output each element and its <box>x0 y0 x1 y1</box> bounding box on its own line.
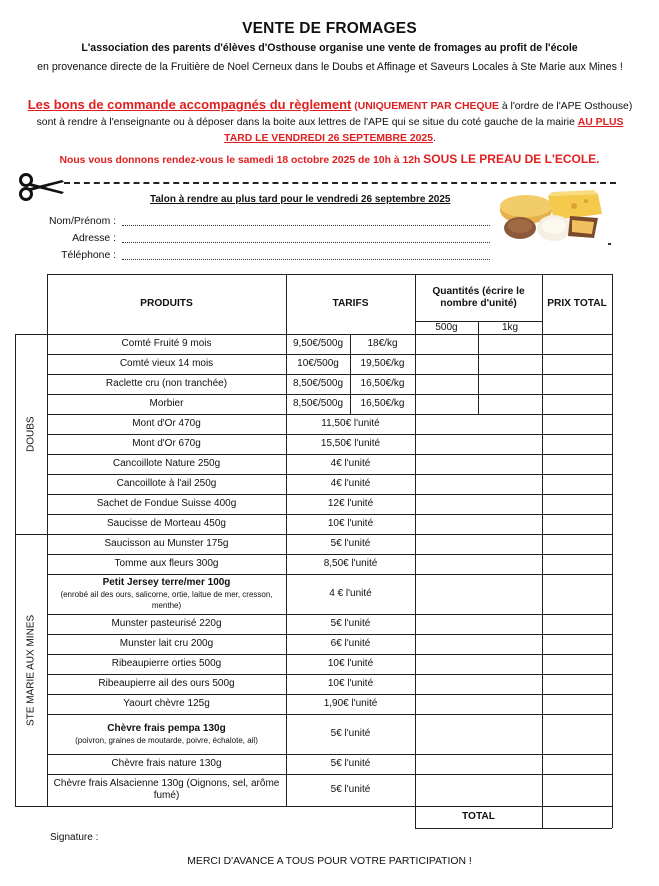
grid-line <box>415 806 416 828</box>
total-price-input[interactable] <box>542 534 612 554</box>
region-doubs <box>15 334 47 534</box>
price-unit-value: 5€ l'unité <box>330 538 371 549</box>
product-name: Saucisson au Munster 175g <box>104 538 229 549</box>
total-price-input[interactable] <box>542 674 612 694</box>
table-row-product <box>47 774 286 806</box>
total-price-input[interactable] <box>542 474 612 494</box>
table-row-product <box>47 574 286 614</box>
table-row-product <box>47 494 286 514</box>
address-label: Adresse : <box>72 233 116 244</box>
total-price-input[interactable] <box>542 634 612 654</box>
quantity-1kg-input[interactable] <box>478 614 542 634</box>
price-500g <box>286 354 350 374</box>
header-tarifs-label: TARIFS <box>332 298 369 309</box>
price-unit <box>286 474 415 494</box>
price-unit <box>286 434 415 454</box>
bons-heading: Les bons de commande accompagnés du règlement <box>27 97 352 112</box>
product-name: Chèvre frais Alsacienne 130g (Oignons, sel, arôme fumé) <box>53 778 280 801</box>
price-kg <box>350 354 415 374</box>
quantity-500g-input[interactable] <box>415 694 478 714</box>
table-row-product <box>47 354 286 374</box>
total-price-input[interactable] <box>542 714 612 754</box>
total-price-input[interactable] <box>542 334 612 354</box>
grid-line <box>47 274 48 806</box>
price-500g-value: 9,50€/500g <box>292 338 344 349</box>
price-unit-value: 10€ l'unité <box>327 678 374 689</box>
price-unit <box>286 574 415 614</box>
quantity-500g-input[interactable] <box>415 774 478 806</box>
quantity-500g-input[interactable] <box>415 374 478 394</box>
product-name: Chèvre frais pempa 130g <box>107 722 226 734</box>
deadline: AU PLUS TARD LE VENDREDI 26 SEPTEMBRE 2025 <box>224 117 624 144</box>
quantity-1kg-input[interactable] <box>478 674 542 694</box>
quantity-1kg-input[interactable] <box>478 554 542 574</box>
price-unit-value: 6€ l'unité <box>330 638 371 649</box>
quantity-1kg-input[interactable] <box>478 354 542 374</box>
grid-line <box>478 374 479 394</box>
price-unit <box>286 494 415 514</box>
quantity-1kg-input[interactable] <box>478 514 542 534</box>
quantity-1kg-input[interactable] <box>478 654 542 674</box>
price-unit-value: 8,50€ l'unité <box>323 558 378 569</box>
grid-line <box>47 274 612 275</box>
total-price-input[interactable] <box>542 754 612 774</box>
price-unit-value: 5€ l'unité <box>330 784 371 795</box>
quantity-1kg-input[interactable] <box>478 374 542 394</box>
quantity-500g-input[interactable] <box>415 494 478 514</box>
grid-line <box>478 321 479 334</box>
grid-line <box>350 374 351 394</box>
product-name: Munster pasteurisé 220g <box>111 618 222 629</box>
price-unit-value: 5€ l'unité <box>330 758 371 769</box>
quantity-1kg-input[interactable] <box>478 414 542 434</box>
price-500g-value: 8,50€/500g <box>292 398 344 409</box>
name-label: Nom/Prénom : <box>49 216 116 227</box>
product-name: Raclette cru (non tranchée) <box>105 378 228 389</box>
header-produits <box>47 274 286 334</box>
quantity-500g-input[interactable] <box>415 394 478 414</box>
quantity-500g-input[interactable] <box>415 354 478 374</box>
price-kg <box>350 334 415 354</box>
price-500g <box>286 334 350 354</box>
total-price-input[interactable] <box>542 514 612 534</box>
product-name: Petit Jersey terre/mer 100g <box>102 577 231 588</box>
quantity-500g-input[interactable] <box>415 674 478 694</box>
header-prix-total-label: PRIX TOTAL <box>547 298 607 309</box>
price-kg-value: 16,50€/kg <box>360 398 405 409</box>
rendezvous <box>0 152 659 166</box>
grid-line <box>612 274 613 828</box>
quantity-1kg-input[interactable] <box>478 434 542 454</box>
quantity-500g-input[interactable] <box>415 474 478 494</box>
quantity-500g-input[interactable] <box>415 334 478 354</box>
quantity-1kg-input[interactable] <box>478 634 542 654</box>
price-unit <box>286 774 415 806</box>
quantity-500g-input[interactable] <box>415 414 478 434</box>
grid-line <box>478 394 479 414</box>
price-kg-value: 18€/kg <box>367 338 398 349</box>
quantity-500g-input[interactable] <box>415 454 478 474</box>
header-quantites-label: Quantités (écrire le nombre d'unité) <box>432 285 525 309</box>
price-unit <box>286 714 415 754</box>
table-row-product <box>47 434 286 454</box>
price-500g <box>286 394 350 414</box>
quantity-1kg-input[interactable] <box>478 474 542 494</box>
product-name: Ribeaupierre ail des ours 500g <box>98 678 235 689</box>
address-line[interactable] <box>122 242 490 243</box>
table-row-product <box>47 674 286 694</box>
page-title: VENTE DE FROMAGES <box>242 20 417 37</box>
grid-line <box>15 806 47 807</box>
product-name: Sachet de Fondue Suisse 400g <box>96 498 237 509</box>
product-name: Ribeaupierre orties 500g <box>111 658 222 669</box>
price-unit-value: 10€ l'unité <box>327 658 374 669</box>
product-name: Morbier <box>149 398 184 409</box>
price-unit <box>286 414 415 434</box>
quantity-500g-input[interactable] <box>415 534 478 554</box>
product-name: Chèvre frais nature 130g <box>111 758 222 769</box>
product-name: Cancoillote à l'ail 250g <box>116 478 217 489</box>
quantity-1kg-input[interactable] <box>478 334 542 354</box>
grid-line <box>350 354 351 374</box>
grid-line <box>286 274 287 806</box>
quantity-500g-input[interactable] <box>415 614 478 634</box>
price-unit-value: 5€ l'unité <box>330 618 371 629</box>
table-row-product <box>47 514 286 534</box>
cut-line <box>64 182 616 184</box>
quantity-1kg-input[interactable] <box>478 574 542 614</box>
product-name: Yaourt chèvre 125g <box>123 698 210 709</box>
table-row-product <box>47 554 286 574</box>
table-row-product <box>47 614 286 634</box>
price-unit-value: 1,90€ l'unité <box>323 698 378 709</box>
table-row-product <box>47 474 286 494</box>
header-1kg <box>478 321 542 334</box>
region-doubs-label: DOUBS <box>25 416 37 452</box>
table-row-product <box>47 534 286 554</box>
intro-line-1: L'association des parents d'élèves d'Osthouse organise une vente de fromages au profit de l'école <box>81 42 578 54</box>
quantity-1kg-input[interactable] <box>478 494 542 514</box>
quantity-1kg-input[interactable] <box>478 394 542 414</box>
total-price-input[interactable] <box>542 554 612 574</box>
header-produits-label: PRODUITS <box>140 298 193 309</box>
region-ste-marie <box>15 534 47 806</box>
table-row-product <box>47 414 286 434</box>
price-unit <box>286 674 415 694</box>
price-500g <box>286 374 350 394</box>
quantity-1kg-input[interactable] <box>478 534 542 554</box>
price-unit-value: 4€ l'unité <box>330 478 371 489</box>
total-price-input[interactable] <box>542 374 612 394</box>
rendezvous-text: Nous vous donnons rendez-vous le samedi 18 octobre 2025 de 10h à 12h <box>59 155 421 166</box>
product-name: Saucisse de Morteau 450g <box>107 518 226 529</box>
total-price-input[interactable] <box>542 394 612 414</box>
phone-line[interactable] <box>122 259 490 260</box>
header-500g <box>415 321 478 334</box>
header-tarifs <box>286 274 415 334</box>
header-prix-total <box>542 274 612 334</box>
quantity-500g-input[interactable] <box>415 574 478 614</box>
grid-line <box>415 274 416 806</box>
quantity-500g-input[interactable] <box>415 714 478 754</box>
signature-label: Signature : <box>50 832 99 843</box>
table-row-product <box>47 754 286 774</box>
total-price-input[interactable] <box>542 354 612 374</box>
price-unit-value: 11,50€ l'unité <box>321 418 380 429</box>
grid-line <box>542 274 543 828</box>
product-name: Mont d'Or 670g <box>132 438 201 449</box>
price-kg-value: 16,50€/kg <box>360 378 405 389</box>
name-field[interactable] <box>20 216 490 230</box>
price-unit <box>286 534 415 554</box>
product-details: (poivron, graines de moutarde, poivre, échalote, ail) <box>75 735 258 745</box>
product-name: Cancoillote Nature 250g <box>112 458 221 469</box>
price-unit <box>286 454 415 474</box>
total-price-input[interactable] <box>542 654 612 674</box>
address-field[interactable] <box>20 233 490 247</box>
total-price-input[interactable] <box>542 494 612 514</box>
quantity-1kg-input[interactable] <box>478 454 542 474</box>
total-label <box>415 806 542 828</box>
bons-text: à l'ordre de l'APE Osthouse) sont à rendre à l'enseignante ou à déposer dans la boite aux lettres de l'APE qui se situe du coté gauche de la mairie <box>36 101 633 128</box>
quantity-500g-input[interactable] <box>415 554 478 574</box>
phone-field[interactable] <box>20 250 490 264</box>
total-label-text: TOTAL <box>461 811 495 822</box>
header-1kg-label: 1kg <box>501 321 519 333</box>
grid-line <box>478 334 479 354</box>
price-kg <box>350 374 415 394</box>
thanks-message: MERCI D'AVANCE A TOUS POUR VOTRE PARTICIPATION ! <box>187 856 472 867</box>
price-500g-value: 10€/500g <box>297 358 339 369</box>
product-name: Tomme aux fleurs 300g <box>114 558 219 569</box>
price-unit-value: 15,50€ l'unité <box>320 438 381 449</box>
total-price-input[interactable] <box>542 614 612 634</box>
quantity-500g-input[interactable] <box>415 654 478 674</box>
dot-mark <box>608 243 611 245</box>
price-unit-value: 5€ l'unité <box>330 728 371 739</box>
cheese-icon <box>498 186 608 244</box>
order-instructions: Les bons de commande accompagnés du règlement (UNIQUEMENT PAR CHEQUE à l'ordre de l'APE Osthouse) sont à rendre à l'enseignante ou à déposer dans la boite aux lettres de l'APE qui se situe du coté gauche de la mairie AU PLUS TARD LE VENDREDI 26 SEPTEMBRE 2025. <box>27 97 633 144</box>
phone-label: Téléphone : <box>61 250 116 261</box>
total-price-input[interactable] <box>542 414 612 434</box>
table-row-product <box>47 374 286 394</box>
table-row-product <box>47 694 286 714</box>
price-unit-value: 12€ l'unité <box>327 498 374 509</box>
quantity-500g-input[interactable] <box>415 754 478 774</box>
table-row-product <box>47 654 286 674</box>
quantity-500g-input[interactable] <box>415 634 478 654</box>
grid-line <box>478 354 479 374</box>
total-price-input[interactable] <box>542 774 612 806</box>
region-ste-marie-label: STE MARIE AUX MINES <box>25 614 37 726</box>
grand-total-input[interactable] <box>542 806 612 828</box>
scissors-icon <box>18 172 66 202</box>
header-500g-label: 500g <box>435 321 458 333</box>
intro-line-2: en provenance directe de la Fruitière de Noel Cerneux dans le Doubs et Affinage et Saveurs Locales à Ste Marie aux Mines ! <box>37 61 623 73</box>
product-details: (enrobé ail des ours, salicorne, ortie, laitue de mer, cresson, menthe) <box>60 590 273 610</box>
price-kg-value: 19,50€/kg <box>360 358 405 369</box>
price-unit <box>286 514 415 534</box>
price-unit-value: 10€ l'unité <box>327 518 374 529</box>
grid-line <box>350 394 351 414</box>
price-kg <box>350 394 415 414</box>
header-quantites <box>415 274 542 321</box>
quantity-1kg-input[interactable] <box>478 774 542 806</box>
table-row-product <box>47 334 286 354</box>
product-name: Munster lait cru 200g <box>119 638 214 649</box>
total-price-input[interactable] <box>542 454 612 474</box>
payment-method: (UNIQUEMENT PAR CHEQUE <box>354 101 499 112</box>
grid-line <box>350 334 351 354</box>
price-unit <box>286 694 415 714</box>
product-name: Comté vieux 14 mois <box>119 358 214 369</box>
quantity-500g-input[interactable] <box>415 434 478 454</box>
price-unit <box>286 634 415 654</box>
quantity-1kg-input[interactable] <box>478 754 542 774</box>
total-price-input[interactable] <box>542 694 612 714</box>
quantity-1kg-input[interactable] <box>478 714 542 754</box>
price-unit <box>286 754 415 774</box>
grid-line <box>415 828 612 829</box>
product-name: Comté Fruité 9 mois <box>121 338 212 349</box>
table-row-product <box>47 714 286 754</box>
price-unit-value: 4€ l'unité <box>330 458 371 469</box>
quantity-1kg-input[interactable] <box>478 694 542 714</box>
name-line[interactable] <box>122 225 490 226</box>
total-price-input[interactable] <box>542 434 612 454</box>
price-unit <box>286 554 415 574</box>
talon-title: Talon à rendre au plus tard pour le vendredi 26 septembre 2025 <box>150 194 451 205</box>
price-500g-value: 8,50€/500g <box>292 378 344 389</box>
table-row-product <box>47 394 286 414</box>
price-unit <box>286 654 415 674</box>
table-row-product <box>47 454 286 474</box>
total-price-input[interactable] <box>542 574 612 614</box>
price-unit <box>286 614 415 634</box>
product-name: Mont d'Or 470g <box>132 418 201 429</box>
quantity-500g-input[interactable] <box>415 514 478 534</box>
table-row-product <box>47 634 286 654</box>
price-unit-value: 4 € l'unité <box>329 588 372 599</box>
rendezvous-place: SOUS LE PREAU DE L'ECOLE. <box>423 152 600 166</box>
